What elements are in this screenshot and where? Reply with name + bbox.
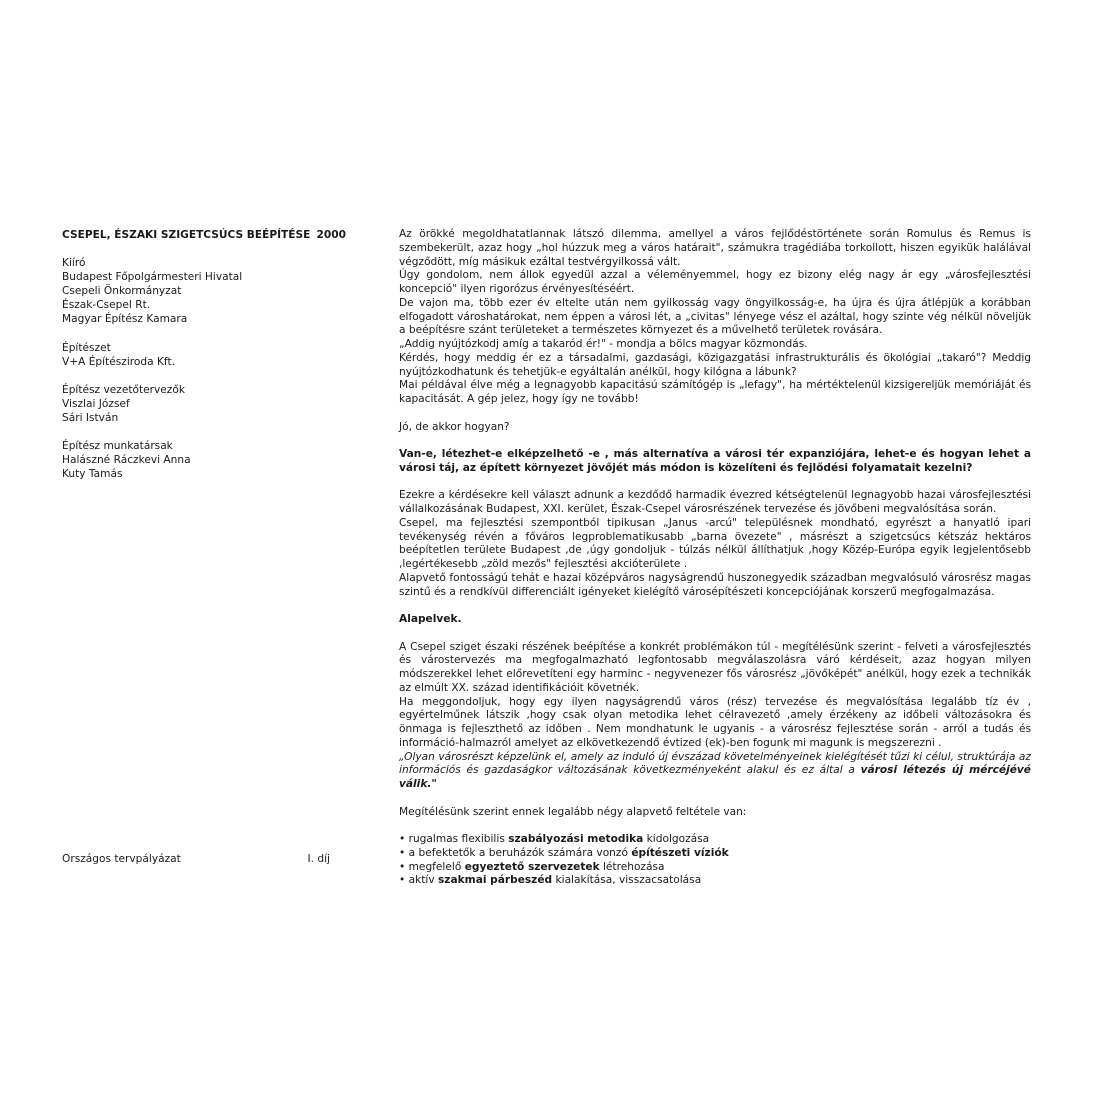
competition-type: Országos tervpályázat [62,853,181,865]
credit-label: Építész munkatársak [62,440,173,453]
award: I. díj [307,853,330,865]
project-title: CSEPEL, ÉSZAKI SZIGETCSÚCS BEÉPÍTÉSE [62,229,311,241]
key-question: Van-e, létezhet-e elképzelhető -e , más alternatíva a városi tér expanziójára, lehet-e és hogyan lehet a városi táj, az épített környezet jövőjét más módon is közelíteni és fejlődési folyamatait kezelni? [399,448,1031,474]
list-item [399,833,1031,847]
quote-bold: városi létezés új mércéjévé válik." [399,764,1031,790]
paragraph: Az örökké megoldhatatlannak látszó dilemma, amellyel a város fejlődéstörténete során Romulus és Remus is szembekerült, azaz hogy „hol húzzuk meg a város határait", számukra tragédiába torkollott, hiszen egyikük halálával végződött, míg másikuk ezáltal testvérgyilkossá vált. [399,228,1031,268]
credit-lead-architects [62,383,352,425]
section-heading: Alapelvek. [399,613,462,625]
credit-value: Sári István [62,411,119,424]
list-item [399,874,1031,888]
credit-architecture [62,341,352,369]
list-item-text: • rugalmas flexibilis [399,833,509,845]
credit-client [62,256,352,326]
project-year: 2000 [316,229,346,241]
paragraph: Mai példával élve még a legnagyobb kapacitású számítógép is „lefagy", ha mértéktelenül kizsigereljük memóriáját és kapacitását. A gép jelez, hogy így ne tovább! [399,379,1031,405]
paragraph: Ha meggondoljuk, hogy egy ilyen nagyságrendű város (rész) tervezése és megvalósítása legalább tíz év , egyértelműnek látszik ,hogy csak olyan metodika lehet célravezető ,amely érzékeny az időbeli változásokra és önmaga is fejleszthető az időben . Nem mondhatunk le ugyanis - a városrész fejlesztése során - arról a tudás és információ-halmazról amelyet az elkövetkezendő évtized (ek)-ben fogunk mi magunk is megszerezni . [399,695,1031,749]
credit-label: Építészet [62,341,111,354]
list-item-emphasis: szabályozási metodika [508,833,644,845]
paragraph: Kérdés, hogy meddig ér ez a társadalmi, gazdasági, közigazgatási infrastrukturális és ökológiai „takaró"? Meddig nyújtózkodhatunk és tehetjük-e egyáltalán anélkül, hogy kilógna a lábunk? [399,351,1031,378]
credit-value: Budapest Főpolgármesteri Hivatal [62,271,243,284]
list-item-emphasis: építészeti víziók [631,846,729,859]
credit-label: Építész vezetőtervezők [62,383,185,396]
project-info-column [62,228,352,495]
paragraph: Csepel, ma fejlesztési szempontból tipikusan „Janus -arcú" településnek mondható, egyrészt a hanyatló ipari tevékenység révén a főváros legproblematikusabb „barna övezete" , másrészt a szigetcsúcs kétszáz hektáros beépítetlen területe Budapest ,de ,úgy gondoljuk - túlzás nélkül állíthatjuk ,hogy Közép-Európa egyik legjelentősebb ,legértékesebb „zöld mezős" fejlesztési akcióterülete . [399,516,1031,570]
list-item [399,847,1031,861]
paragraph: „Addig nyújtózkodj amíg a takaród ér!" - mondja a bölcs magyar közmondás. [399,338,808,350]
paragraph: Alapvető fontosságú tehát e hazai középváros nagyságrendű huszonegyedik században megvalósuló városrész magas szintű és a rendkívül differenciált igényeket kielégítő városépítészeti koncepciójának korszerű megfogalmazása. [399,571,1031,598]
credit-value: Halászné Ráczkevi Anna [62,454,191,467]
list-item-text: • a befektetők a beruházók számára vonzó [399,846,632,859]
paragraph: Úgy gondolom, nem állok egyedül azzal a véleményemmel, hogy ez bizony elég nagy ár egy „városfejlesztési koncepció" ilyen rigorózus érvényesítéséért. [399,269,1031,295]
credit-value: Csepeli Önkormányzat [62,285,182,298]
list-item [399,861,1031,875]
credit-value: Magyar Építész Kamara [62,313,188,326]
list-item-emphasis: egyeztető szervezetek [464,860,600,873]
paragraph: Jó, de akkor hogyan? [399,420,510,433]
paragraph: De vajon ma, több ezer év eltelte után nem gyilkosság vagy öngyilkosság-e, ha újra és újra átlépjük a korábban elfogadott városhatárokat, nem éppen a városi lét, a „civitas" lényege vész el azáltal, hogy szinte vég nélkül növeljük a beépítésre szánt területeket a természetes környezet és a művelhető területek rovására. [399,296,1031,337]
paragraph: Megítélésünk szerint ennek legalább négy alapvető feltétele van: [399,805,747,818]
paragraph: A Csepel sziget északi részének beépítése a konkrét problémákon túl - megítélésünk szerint - felveti a városfejlesztés és várostervezés ma megfogalmazható legfontosabb megválaszolásra váró kérdéseit, azaz hogyan milyen módszerekkel lehet előrevetíteni egy harminc - negyvenezer fős városrész „jövőképét" anélkül, hogy ezek a technikák az elmúlt XX. század identifikációit követnék. [399,640,1031,694]
list-item-text: • aktív [399,874,438,887]
credit-value: Kuty Tamás [62,468,123,481]
quote-paragraph [399,751,1031,792]
list-item-text: létrehozása [599,860,665,873]
list-item-text: • megfelelő [399,860,465,873]
list-item-emphasis: szakmai párbeszéd [437,874,553,887]
list-item-text: kidolgozása [643,833,710,845]
credit-value: V+A Építésziroda Kft. [62,355,175,368]
quote-italic: „Olyan városrészt képzelünk el, amely az induló új évszázad követelményeinek kielégítését tűzi ki célul, struktúrája az információs és gazdaságkor változásának következményeként alakul és ez által a [399,750,1031,777]
essay-column [399,228,1031,888]
credit-collaborators [62,439,352,481]
credit-value: Viszlai József [62,397,130,410]
credit-value: Észak-Csepel Rt. [62,299,151,312]
credit-label: Kiíró [62,257,86,270]
paragraph: Ezekre a kérdésekre kell választ adnunk a kezdődő harmadik évezred kétségtelenül legnagyobb hazai városfejlesztési vállalkozásának Budapest, XXI. kerület, Észak-Csepel városrészének tervezése és jövőbeni megvalósítása során. [399,489,1031,515]
title-row [62,228,352,242]
conditions-list [399,833,1031,888]
list-item-text: kialakítása, visszacsatolása [552,874,702,887]
competition-footer [62,852,330,866]
